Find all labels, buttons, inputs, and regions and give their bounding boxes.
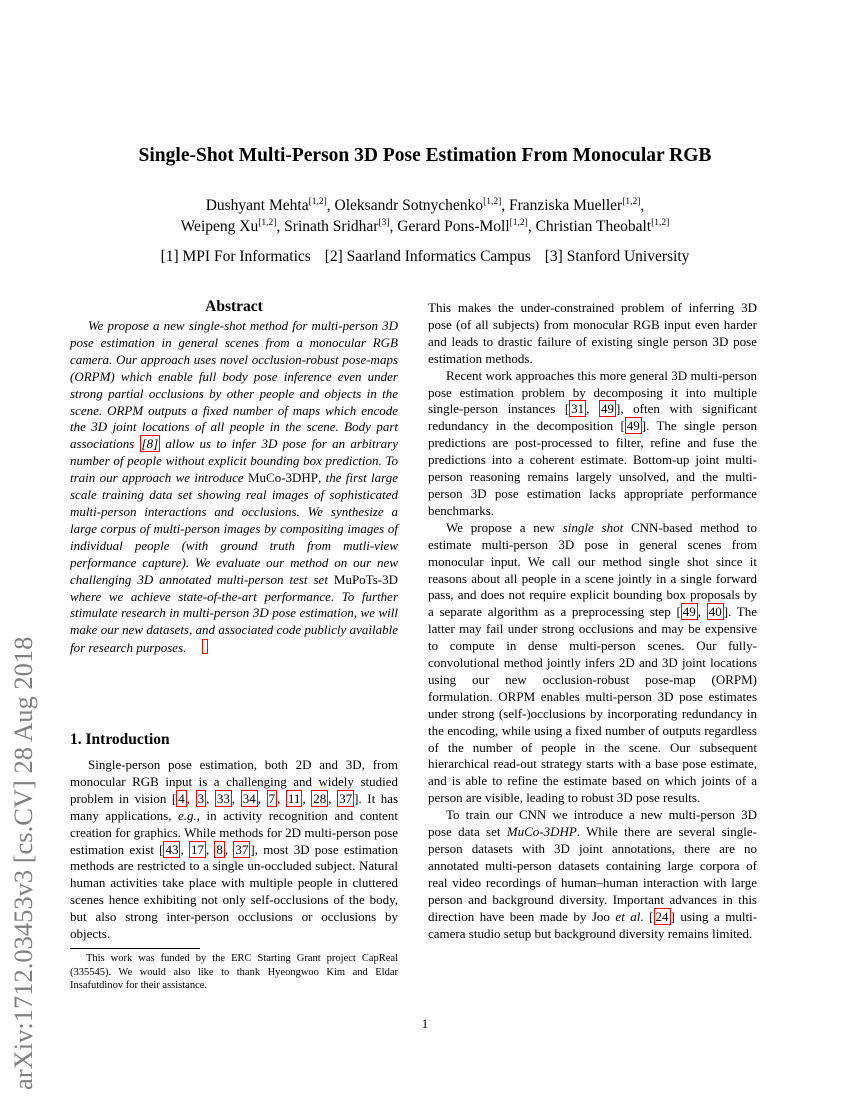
citation-group: [ 49 ]: [620, 418, 647, 434]
body-paragraph: To train our CNN we introduce a new multi-person 3D pose data set MuCo-3DHP. While there are several single-person datasets with 3D joint annotations, there are no annotated multi-person datasets containing large corpora of real video recordings of human–human interaction with large person and background diversity. Important advances in this direction have been made by Joo et al. [ 24 ] using a multi-camera studio setup but background diversity remains limited.: [428, 807, 758, 941]
authors-line-2: Weipeng Xu[1,2], Srinath Sridhar[3], Gerard Pons-Moll[1,2], Christian Theobalt[1,2]: [180, 218, 670, 236]
citation-link[interactable]: 24: [655, 908, 669, 924]
author-affiliation-marker: [1,2]: [622, 197, 641, 207]
author-affiliation-marker: [3]: [378, 218, 390, 228]
citation-group: [ 49 , 40 ]: [676, 604, 729, 620]
author-affiliation-marker: [1,2]: [509, 218, 528, 228]
right-column: [428, 300, 757, 942]
citation-link[interactable]: 17: [190, 841, 204, 857]
footnote: This work was funded by the ERC Starting Grant project CapReal (335545). We would also like to thank Hyeongwoo Kim and Eldar Insafutdinov for their assistance.: [70, 953, 398, 992]
citation-link[interactable]: 40: [708, 604, 722, 620]
citation-link[interactable]: 33: [216, 790, 230, 806]
abstract-heading: Abstract: [205, 298, 263, 315]
author-name: Gerard Pons-Moll: [397, 218, 510, 236]
citation-link[interactable]: 11: [287, 790, 301, 806]
intro-paragraph: Single-person pose estimation, both 2D and 3D, from monocular RGB input is a challenging and widely studied problem in vision [ 4 , 3 , 33 , 34 , 7 , 11 , 28 , 37 ]. It has many applications, e.g., in activity recognition and content creation for graphics. While methods for 2D multi-person pose estimation exist [ 43 , 17 , 8 , 37 ], most 3D pose estimation methods are restricted to a single un-occluded subject. Natural human activities take place with multiple people in cluttered scenes hence exhibiting not only self-occlusions of the body, but also strong inter-person occlusions or occlusions by objects.: [70, 757, 399, 942]
arxiv-stamp-text: arXiv:1712.03453v3 [cs.CV] 28 Aug 2018: [8, 636, 38, 1090]
citation-link[interactable]: 28: [313, 790, 327, 806]
citation-link[interactable]: 7: [268, 790, 276, 806]
citation-group: [ 4 , 3 , 33 , 34 , 7 , 11 , 28 , 37 ]: [171, 790, 359, 806]
author-affiliation-marker: [1,2]: [483, 197, 502, 207]
page-number: 1: [421, 1016, 429, 1031]
author-name: Christian Theobalt: [535, 218, 652, 236]
citation-link[interactable]: 49: [682, 604, 696, 620]
citation-link[interactable]: 8: [216, 841, 223, 857]
citation-link[interactable]: 43: [165, 841, 179, 857]
citation-link[interactable]: 37: [339, 790, 353, 806]
body-paragraph: We propose a new single shot CNN-based method to estimate multi-person 3D pose in general scenes from monocular input. We call our method single shot since it reasons about all people in a scene jointly in a single forward pass, and does not require explicit bounding box proposals by a separate algorithm as a preprocessing step [ 49 , 40 ]. The latter may fail under strong occlusions and may be expensive to compute in dense multi-person scenes. Our fully-convolutional method jointly infers 2D and 3D joint locations using our new occlusion-robust pose-map (ORPM) formulation. ORPM enables multi-person 3D pose estimates under strong (self-)occlusions by incorporating redundancy in the encoding, while using a fixed number of outputs regardless of the number of people in the scene. Our subsequent hierarchical read-out strategy starts with a base pose estimate, and is able to refine the estimate based on which joints of a person are visible, leading to robust 3D pose results.: [428, 519, 757, 806]
affiliation-3: [3] Stanford University: [544, 248, 690, 265]
section-heading-introduction: 1. Introduction: [70, 731, 170, 748]
citation-group: [ 43 , 17 , 8 , 37 ]: [159, 841, 255, 857]
author-name: Dushyant Mehta: [205, 197, 309, 215]
paper-title: Single-Shot Multi-Person 3D Pose Estimation From Monocular RGB: [138, 145, 712, 166]
citation-group: [ 31 , 49 ]: [564, 401, 621, 417]
affiliation-2: [2] Saarland Informatics Campus: [324, 248, 531, 265]
affiliations: [0, 248, 850, 266]
author-affiliation-marker: [1,2]: [258, 218, 277, 228]
dataset-name: MuCo-3DHP: [247, 470, 319, 486]
citation-link[interactable]: 3: [197, 790, 205, 806]
citation-link[interactable]: 34: [242, 790, 256, 806]
author-name: Srinath Sridhar: [284, 218, 379, 236]
citation-link[interactable]: 49: [626, 418, 640, 434]
affiliation-1: [1] MPI For Informatics: [160, 248, 311, 265]
abstract-body: We propose a new single-shot method for multi-person 3D pose estimation in general scenes from a monocular RGB camera. Our approach uses novel occlusion-robust pose-maps (ORPM) which enable full body pose inference even under strong partial occlusions by other people and objects in the scene. ORPM outputs a fixed number of maps which encode the 3D joint locations of all people in the scene. Body part associations [8] allow us to infer 3D pose for an arbitrary number of people without explicit bounding box prediction. To train our approach we introduce MuCo-3DHP, the first large scale training data set showing real images of sophisticated multi-person interactions and occlusions. We synthesize a large corpus of multi-person images by compositing images of individual people (with ground truth from mutli-view performance capture). We evaluate our method on our new challenging 3D annotated multi-person test set MuPoTs-3D where we achieve state-of-the-art performance. To further stimulate research in multi-person 3D pose estimation, we will make our new datasets, and associated code publicly available for research purposes.: [70, 318, 398, 656]
footnote-link[interactable]: [202, 639, 208, 654]
author-name: Oleksandr Sotnychenko: [334, 197, 484, 215]
author-affiliation-marker: [1,2]: [651, 218, 670, 228]
dataset-name: MuPoTs-3D: [333, 571, 398, 587]
citation-link[interactable]: 4: [178, 790, 185, 806]
citation-link[interactable]: [8]: [141, 436, 159, 452]
citation-link[interactable]: 49: [601, 401, 614, 417]
citation-group: [ 24 ]: [649, 908, 675, 924]
citation-link[interactable]: 37: [235, 841, 249, 857]
body-paragraph: This makes the under-constrained problem of inferring 3D pose (of all subjects) from monocular RGB input even harder and leads to drastic failure of existing single person 3D pose estimation methods.: [428, 300, 757, 366]
footnote-rule: [70, 948, 200, 949]
author-affiliation-marker: [1,2]: [308, 197, 327, 207]
author-name: Weipeng Xu: [180, 218, 259, 236]
author-name: Franziska Mueller: [509, 197, 623, 215]
body-paragraph: Recent work approaches this more general 3D multi-person pose estimation problem by decomposing it into multiple single-person instances [ 31 , 49 ], often with significant redundancy in the decomposition [ 49 ]. The single person predictions are post-processed to filter, refine and fuse the predictions into a coherent estimate. Bottom-up joint multi-person reasoning remains largely unsolved, and the multi-person 3D pose estimation lacks appropriate performance benchmarks.: [428, 367, 757, 518]
citation-link[interactable]: 31: [571, 401, 585, 417]
authors-line-1: Dushyant Mehta[1,2], Oleksandr Sotnychenko[1,2], Franziska Mueller[1,2],: [205, 197, 645, 215]
